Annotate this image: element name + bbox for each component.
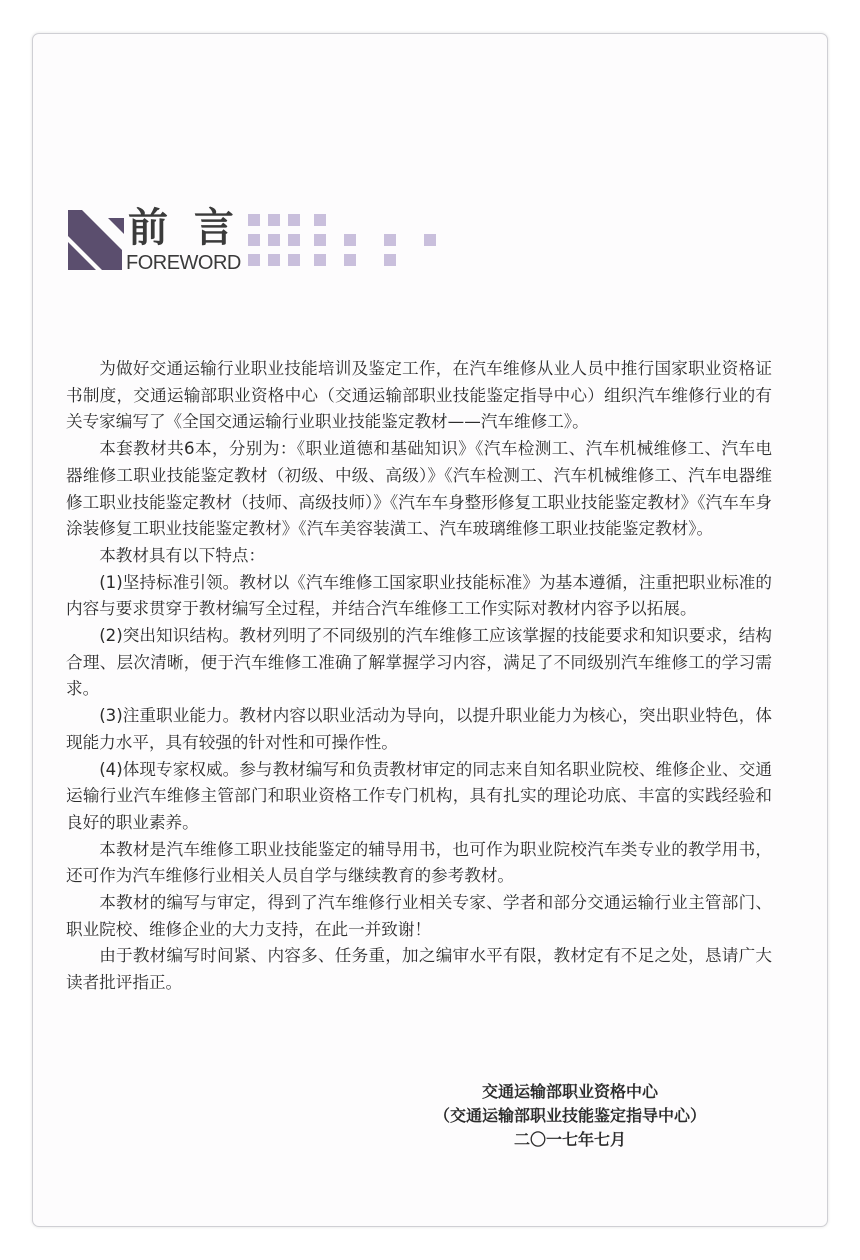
- arrow-down-right-icon: [68, 210, 124, 270]
- foreword-heading: [68, 205, 448, 274]
- paragraph-usage: 本教材是汽车维修工职业技能鉴定的辅导用书，也可作为职业院校汽车类专业的教学用书，还可作为汽车维修行业相关人员自学与继续教育的参考教材。: [66, 839, 772, 886]
- foreword-body: [66, 356, 772, 997]
- paragraph-feature-4: (4)体现专家权威。参与教材编写和负责教材审定的同志来自知名职业院校、维修企业、交通运输行业汽车维修主管部门和职业资格工作专门机构，具有扎实的理论功底、丰富的实践经验和良好的职业素养。: [66, 759, 772, 832]
- paragraph-feature-1: (1)坚持标准引领。教材以《汽车维修工国家职业技能标准》为基本遵循，注重把职业标准的内容与要求贯穿于教材编写全过程，并结合汽车维修工工作实际对教材内容予以拓展。: [66, 572, 772, 619]
- paragraph-apology: 由于教材编写时间紧、内容多、任务重，加之编审水平有限，教材定有不足之处，恳请广大读者批评指正。: [66, 946, 772, 993]
- signature-org: 交通运输部职业资格中心: [481, 1082, 658, 1101]
- paragraph-feature-3: (3)注重职业能力。教材内容以职业活动为导向，以提升职业能力为核心，突出职业特色，体现能力水平，具有较强的针对性和可操作性。: [66, 706, 772, 752]
- heading-subtitle: FOREWORD: [126, 252, 241, 274]
- heading-title: 前 言: [128, 205, 240, 251]
- decorative-squares: [248, 210, 448, 272]
- paragraph-thanks: 本教材的编写与审定，得到了汽车维修行业相关专家、学者和部分交通运输行业主管部门、职业院校、维修企业的大力支持，在此一并致谢！: [66, 893, 772, 939]
- paragraph-series: 本套教材共6本，分别为：《职业道德和基础知识》《汽车检测工、汽车机械维修工、汽车电器维修工职业技能鉴定教材（初级、中级、高级）》《汽车检测工、汽车机械维修工、汽车电器维修工职业技能鉴定教材（技师、高级技师）》《汽车车身整形修复工职业技能鉴定教材》《汽车车身涂装修复工职业技能鉴定教材》《汽车美容装潢工、汽车玻璃维修工职业技能鉴定教材》。: [66, 439, 772, 539]
- paragraph-features-lead: 本教材具有以下特点：: [99, 545, 266, 565]
- paragraph-intro: 为做好交通运输行业职业技能培训及鉴定工作，在汽车维修从业人员中推行国家职业资格证书制度，交通运输部职业资格中心（交通运输部职业技能鉴定指导中心）组织汽车维修行业的有关专家编写了《全国交通运输行业职业技能鉴定教材——汽车维修工》。: [66, 359, 772, 432]
- signature-org-alt: （交通运输部职业技能鉴定指导中心）: [433, 1106, 706, 1125]
- signature-block: [420, 1080, 720, 1152]
- paragraph-feature-2: (2)突出知识结构。教材列明了不同级别的汽车维修工应该掌握的技能要求和知识要求，结构合理、层次清晰，便于汽车维修工准确了解掌握学习内容，满足了不同级别汽车维修工的学习需求。: [66, 626, 772, 699]
- signature-date: 二〇一七年七月: [513, 1130, 626, 1149]
